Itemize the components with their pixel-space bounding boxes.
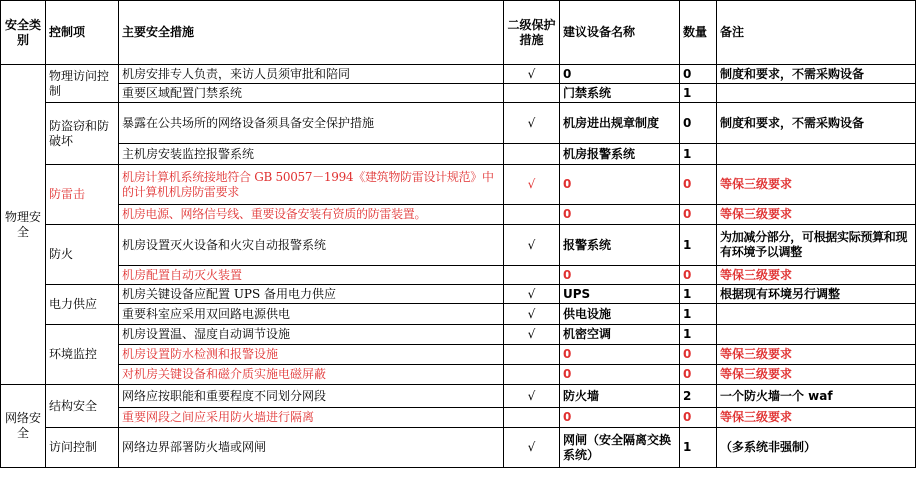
device-cell: 机房进出规章制度: [560, 103, 680, 144]
device-cell: 供电设施: [560, 304, 680, 325]
header-category: 安全类别: [1, 1, 46, 65]
table-row: [1, 84, 916, 103]
qty-cell: 0: [680, 103, 717, 144]
control-fire: 防火: [46, 225, 119, 285]
table-row: [1, 205, 916, 225]
level2-cell: √: [504, 304, 560, 325]
device-cell: UPS: [560, 285, 680, 304]
level2-cell: √: [504, 385, 560, 408]
device-cell: 0: [560, 65, 680, 84]
qty-cell: 1: [680, 84, 717, 103]
remark-cell: 制度和要求，不需采购设备: [717, 65, 916, 84]
device-cell: 0: [560, 345, 680, 365]
table-row: [1, 304, 916, 325]
header-qty: 数量: [680, 1, 717, 65]
measure-cell: 机房设置防水检测和报警设施: [119, 345, 504, 365]
control-netaccess: 访问控制: [46, 428, 119, 468]
remark-cell: 等保三级要求: [717, 365, 916, 385]
remark-cell: 根据现有环境另行调整: [717, 285, 916, 304]
qty-cell: 2: [680, 385, 717, 408]
measure-cell: 机房配置自动灭火装置: [119, 266, 504, 285]
header-level2: 二级保护措施: [504, 1, 560, 65]
level2-cell: √: [504, 428, 560, 468]
control-lightning: 防雷击: [46, 165, 119, 225]
qty-cell: 1: [680, 144, 717, 165]
header-device: 建议设备名称: [560, 1, 680, 65]
level2-cell: √: [504, 325, 560, 345]
level2-cell: [504, 144, 560, 165]
level2-cell: [504, 345, 560, 365]
qty-cell: 0: [680, 365, 717, 385]
qty-cell: 0: [680, 65, 717, 84]
table-row: [1, 225, 916, 266]
qty-cell: 1: [680, 325, 717, 345]
control-structure: 结构安全: [46, 385, 119, 428]
qty-cell: 0: [680, 408, 717, 428]
remark-cell: 一个防火墙一个 waf: [717, 385, 916, 408]
measure-cell: 机房计算机系统接地符合 GB 50057－1994《建筑物防雷设计规范》中的计算机机房防雷要求: [119, 165, 504, 205]
control-env: 环境监控: [46, 325, 119, 385]
level2-cell: [504, 266, 560, 285]
remark-cell: [717, 144, 916, 165]
remark-cell: 等保三级要求: [717, 165, 916, 205]
measure-cell: 网络应按职能和重要程度不同划分网段: [119, 385, 504, 408]
device-cell: 门禁系统: [560, 84, 680, 103]
measure-cell: 主机房安装监控报警系统: [119, 144, 504, 165]
table-row: [1, 165, 916, 205]
header-control: 控制项: [46, 1, 119, 65]
level2-cell: √: [504, 103, 560, 144]
qty-cell: 1: [680, 225, 717, 266]
control-access: 物理访问控制: [46, 65, 119, 103]
qty-cell: 1: [680, 285, 717, 304]
remark-cell: （多系统非强制）: [717, 428, 916, 468]
measure-cell: 网络边界部署防火墙或网闸: [119, 428, 504, 468]
table-row: [1, 144, 916, 165]
level2-cell: [504, 205, 560, 225]
level2-cell: [504, 84, 560, 103]
measure-cell: 机房关键设备应配置 UPS 备用电力供应: [119, 285, 504, 304]
device-cell: 防火墙: [560, 385, 680, 408]
header-remark: 备注: [717, 1, 916, 65]
remark-cell: 等保三级要求: [717, 205, 916, 225]
qty-cell: 1: [680, 304, 717, 325]
remark-cell: 制度和要求，不需采购设备: [717, 103, 916, 144]
device-cell: 0: [560, 266, 680, 285]
measure-cell: 机房安排专人负责，来访人员须审批和陪同: [119, 65, 504, 84]
table-row: [1, 385, 916, 408]
device-cell: 网闸（安全隔离交换系统）: [560, 428, 680, 468]
table-row: [1, 408, 916, 428]
table-row: [1, 325, 916, 345]
remark-cell: [717, 84, 916, 103]
table-row: [1, 345, 916, 365]
device-cell: 0: [560, 408, 680, 428]
device-cell: 机密空调: [560, 325, 680, 345]
device-cell: 0: [560, 365, 680, 385]
qty-cell: 1: [680, 428, 717, 468]
remark-cell: [717, 304, 916, 325]
measure-cell: 重要区域配置门禁系统: [119, 84, 504, 103]
table-row: [1, 266, 916, 285]
qty-cell: 0: [680, 205, 717, 225]
level2-cell: √: [504, 165, 560, 205]
measure-cell: 机房电源、网络信号线、重要设备安装有资质的防雷装置。: [119, 205, 504, 225]
qty-cell: 0: [680, 345, 717, 365]
remark-cell: 等保三级要求: [717, 266, 916, 285]
measure-cell: 机房设置温、湿度自动调节设施: [119, 325, 504, 345]
level2-cell: [504, 365, 560, 385]
measure-cell: 重要科室应采用双回路电源供电: [119, 304, 504, 325]
table-row: [1, 428, 916, 468]
device-cell: 0: [560, 165, 680, 205]
category-network: 网络安全: [1, 385, 46, 468]
measure-cell: 机房设置灭火设备和火灾自动报警系统: [119, 225, 504, 266]
table-row: [1, 285, 916, 304]
device-cell: 0: [560, 205, 680, 225]
remark-cell: 等保三级要求: [717, 345, 916, 365]
header-row: [1, 1, 916, 65]
measure-cell: 对机房关键设备和磁介质实施电磁屏蔽: [119, 365, 504, 385]
level2-cell: √: [504, 225, 560, 266]
level2-cell: √: [504, 65, 560, 84]
table-row: [1, 65, 916, 84]
measure-cell: 重要网段之间应采用防火墙进行隔离: [119, 408, 504, 428]
remark-cell: [717, 325, 916, 345]
qty-cell: 0: [680, 165, 717, 205]
remark-cell: 等保三级要求: [717, 408, 916, 428]
level2-cell: √: [504, 285, 560, 304]
control-theft: 防盗窃和防破坏: [46, 103, 119, 165]
device-cell: 机房报警系统: [560, 144, 680, 165]
table-row: [1, 365, 916, 385]
category-physical: 物理安全: [1, 65, 46, 385]
level2-cell: [504, 408, 560, 428]
header-measure: 主要安全措施: [119, 1, 504, 65]
qty-cell: 0: [680, 266, 717, 285]
table-row: [1, 103, 916, 144]
device-cell: 报警系统: [560, 225, 680, 266]
remark-cell: 为加减分部分，可根据实际预算和现有环境予以调整: [717, 225, 916, 266]
measure-cell: 暴露在公共场所的网络设备须具备安全保护措施: [119, 103, 504, 144]
control-power: 电力供应: [46, 285, 119, 325]
